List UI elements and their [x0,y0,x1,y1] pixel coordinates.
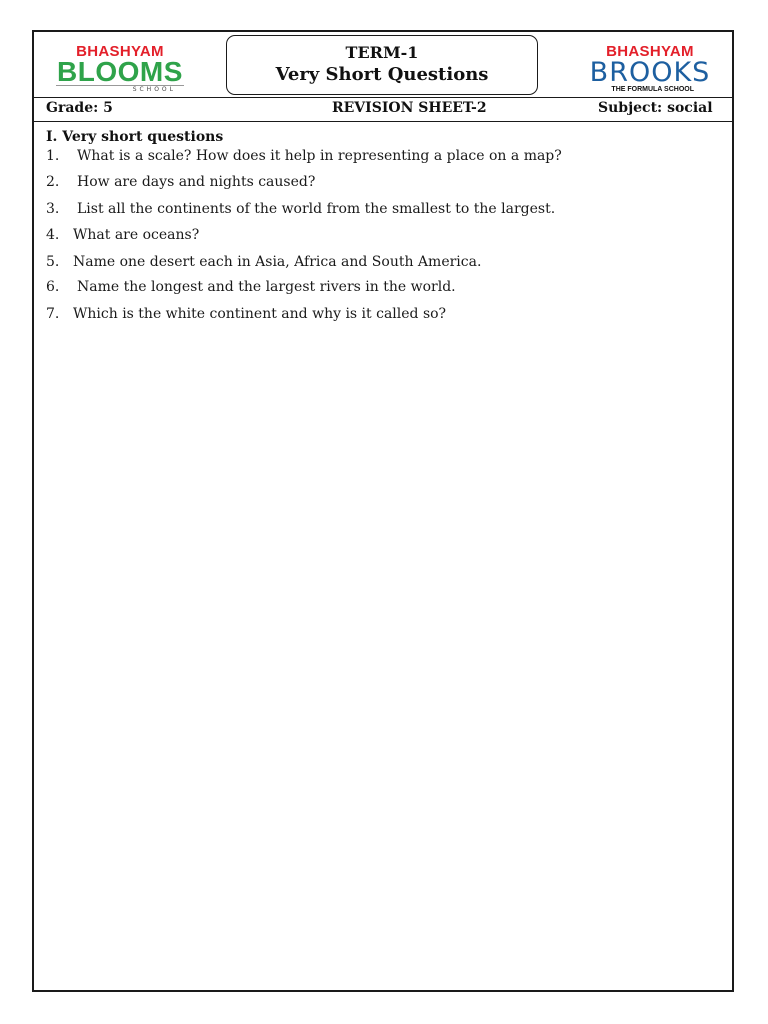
revision-sheet-label: REVISION SHEET-2 [332,100,487,116]
question-text: Name the longest and the largest rivers in the world. [77,279,456,295]
question-number: 6. [46,279,60,295]
title-box [226,35,538,95]
blooms-brand: BHASHYAM [76,43,164,60]
meta-divider [32,121,734,122]
question-number: 1. [46,148,60,164]
grade-label: Grade: 5 [46,100,113,116]
question-number: 5. [46,254,60,270]
brooks-word: BROOKS [589,57,711,88]
question-text: List all the continents of the world from the smallest to the largest. [77,201,556,217]
question-text: Which is the white continent and why is it called so? [73,306,447,322]
page-title: Very Short Questions [275,64,489,85]
question-number: 7. [46,306,60,322]
blooms-word: BLOOMS [57,56,183,87]
brooks-brand: BHASHYAM [606,43,694,60]
brooks-logo [580,44,720,96]
question-text: What is a scale? How does it help in representing a place on a map? [77,148,562,164]
brooks-sub: THE FORMULA SCHOOL [611,86,694,93]
question-text: Name one desert each in Asia, Africa and South America. [73,254,482,270]
section-heading: I. Very short questions [46,129,224,145]
question-text: What are oceans? [73,227,200,243]
question-number: 3. [46,201,60,217]
blooms-logo [50,44,190,96]
question-number: 2. [46,174,60,190]
question-number: 4. [46,227,60,243]
question-text: How are days and nights caused? [77,174,316,190]
header-divider [32,97,734,98]
term-label: TERM-1 [345,43,419,62]
blooms-sub: SCHOOL [56,85,184,94]
subject-label: Subject: social [598,100,713,116]
